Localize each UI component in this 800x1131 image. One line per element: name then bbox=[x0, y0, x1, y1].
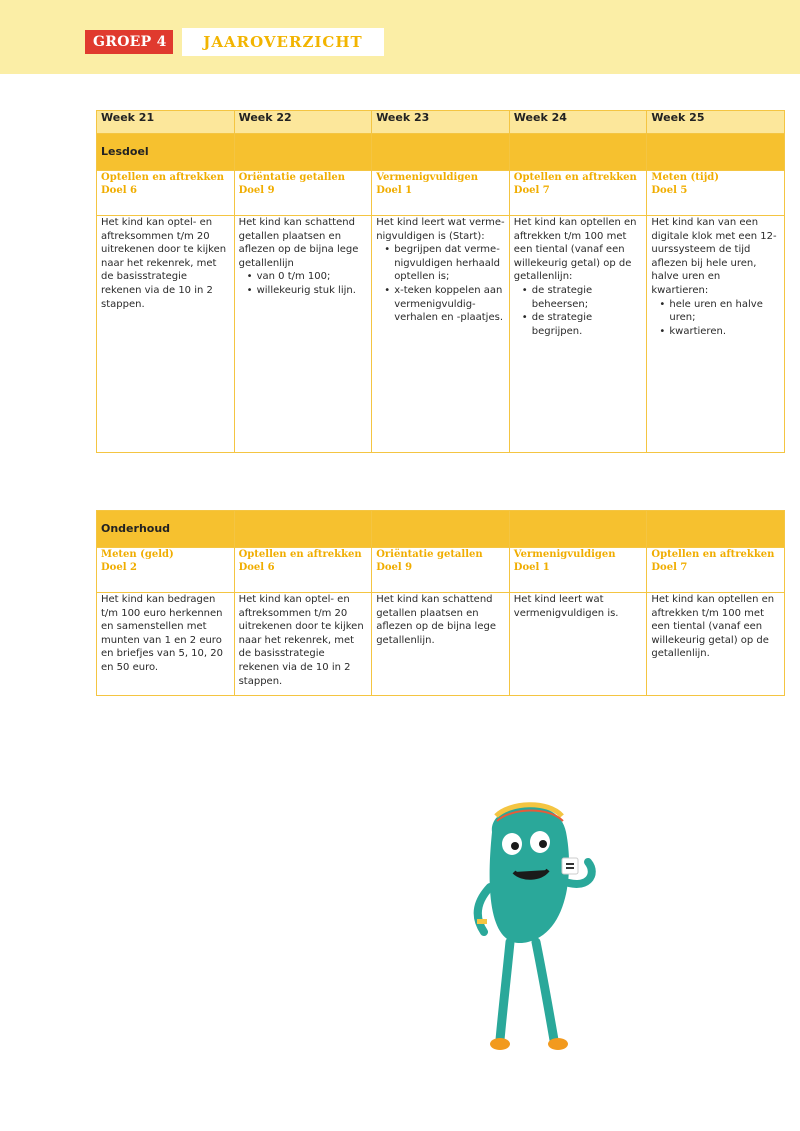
goal-cell bbox=[647, 548, 785, 593]
goal-cell bbox=[372, 548, 510, 593]
goal-title: Meten (geld) bbox=[101, 549, 174, 560]
description-cell bbox=[97, 593, 235, 696]
section-row-onderhoud bbox=[97, 511, 785, 548]
section-row-lesdoel bbox=[97, 134, 785, 171]
goal-title: Optellen en aftrekken bbox=[101, 172, 225, 183]
goal-number: Doel 7 bbox=[513, 185, 550, 196]
goal-title: Oriëntatie getallen bbox=[238, 172, 346, 183]
goal-cell bbox=[509, 171, 647, 216]
description-cell bbox=[234, 593, 372, 696]
bullet-list bbox=[239, 270, 368, 297]
description-text: Het kind kan optellen en aftrekken t/m 100 met een tiental (vanaf een willekeurig getal) op de getallenlijn. bbox=[651, 594, 775, 660]
bullet-item: • de strategie begrijpen. bbox=[524, 311, 643, 338]
goal-cell bbox=[97, 171, 235, 216]
goal-number: Doel 9 bbox=[238, 185, 275, 196]
goal-cell bbox=[97, 548, 235, 593]
goal-number: Doel 1 bbox=[376, 185, 413, 196]
week-header: Week 21 bbox=[97, 111, 235, 134]
goal-cell bbox=[647, 171, 785, 216]
mascot-character-icon bbox=[448, 792, 628, 1062]
bullet-item: • x-teken koppelen aan vermenigvuldig- verhalen en -plaatjes. bbox=[386, 284, 505, 325]
week-header: Week 25 bbox=[647, 111, 785, 134]
description-cell bbox=[372, 216, 510, 453]
description-text: Het kind kan bedragen t/m 100 euro herkennen en samenstellen met munten van 1 en 2 euro en briefjes van 5, 10, 20 en 50 euro. bbox=[101, 594, 223, 673]
group-badge: GROEP 4 bbox=[85, 30, 173, 54]
goal-title: Optellen en aftrekken bbox=[651, 549, 775, 560]
page-title: JAAROVERZICHT bbox=[182, 28, 384, 56]
description-cell bbox=[647, 216, 785, 453]
description-cell bbox=[372, 593, 510, 696]
goal-number: Doel 5 bbox=[651, 185, 688, 196]
description-text: Het kind kan optel- en aftreksommen t/m 20 uitrekenen door te kijken naar het rekenrek, met de basisstrategie rekenen via de 10 in 2 stappen. bbox=[238, 594, 364, 687]
description-text: Het kind kan van een digitale klok met een 12-uurssysteem de tijd aflezen bij hele uren, halve uren en kwartieren: bbox=[651, 217, 777, 296]
goal-title: Vermenigvuldigen bbox=[513, 549, 616, 560]
goal-title: Oriëntatie getallen bbox=[376, 549, 483, 560]
week-header: Week 24 bbox=[509, 111, 647, 134]
bullet-item: • de strategie beheersen; bbox=[524, 284, 643, 311]
description-text: Het kind leert wat vermenigvuldigen is. bbox=[513, 594, 619, 619]
description-cell bbox=[509, 593, 647, 696]
goal-number: Doel 6 bbox=[101, 185, 137, 196]
goal-number: Doel 7 bbox=[651, 562, 688, 573]
bullet-item: • begrijpen dat verme- nigvuldigen herhaald optellen is; bbox=[386, 243, 505, 284]
goal-title: Optellen en aftrekken bbox=[238, 549, 362, 560]
zigzag-edge bbox=[0, 56, 800, 78]
description-cell bbox=[97, 216, 235, 453]
onderhoud-table bbox=[96, 510, 785, 696]
description-text: Het kind kan schattend getallen plaatsen en aflezen op de bijna lege getallenlijn bbox=[238, 217, 359, 269]
lesdoel-table bbox=[96, 110, 785, 453]
description-text: Het kind kan optel- en aftreksommen t/m 20 uitrekenen door te kijken naar het rekenrek, met de basisstrategie rekenen via de 10 in 2 stappen. bbox=[101, 217, 227, 310]
bullet-item: • kwartieren. bbox=[661, 325, 780, 339]
description-cell bbox=[234, 216, 372, 453]
week-header-row bbox=[97, 111, 785, 134]
description-text: Het kind kan optellen en aftrekken t/m 100 met een tiental (vanaf een willekeurig getal) op de getallenlijn: bbox=[513, 217, 637, 283]
section-label: Onderhoud bbox=[101, 522, 171, 535]
goal-cell bbox=[372, 171, 510, 216]
bullet-list bbox=[651, 298, 780, 339]
goal-number: Doel 9 bbox=[376, 562, 413, 573]
bullet-list bbox=[376, 243, 505, 325]
goal-number: Doel 2 bbox=[101, 562, 137, 573]
bullet-item: • willekeurig stuk lijn. bbox=[249, 284, 368, 298]
goal-number: Doel 6 bbox=[238, 562, 275, 573]
section-label: Lesdoel bbox=[101, 145, 149, 158]
goal-title: Optellen en aftrekken bbox=[513, 172, 637, 183]
goal-row bbox=[97, 548, 785, 593]
bullet-item: • van 0 t/m 100; bbox=[249, 270, 368, 284]
goal-cell bbox=[234, 548, 372, 593]
description-row bbox=[97, 593, 785, 696]
goal-title: Meten (tijd) bbox=[651, 172, 720, 183]
bullet-list bbox=[514, 284, 643, 338]
week-header: Week 22 bbox=[234, 111, 372, 134]
goal-cell bbox=[234, 171, 372, 216]
goal-row bbox=[97, 171, 785, 216]
description-cell bbox=[509, 216, 647, 453]
description-text: Het kind kan schattend getallen plaatsen en aflezen op de bijna lege getallenlijn. bbox=[376, 594, 496, 646]
goal-number: Doel 1 bbox=[513, 562, 550, 573]
goal-title: Vermenigvuldigen bbox=[376, 172, 478, 183]
goal-cell bbox=[509, 548, 647, 593]
description-row bbox=[97, 216, 785, 453]
description-cell bbox=[647, 593, 785, 696]
week-header: Week 23 bbox=[372, 111, 510, 134]
description-text: Het kind leert wat verme- nigvuldigen is (Start): bbox=[376, 217, 505, 242]
bullet-item: • hele uren en halve uren; bbox=[661, 298, 780, 325]
